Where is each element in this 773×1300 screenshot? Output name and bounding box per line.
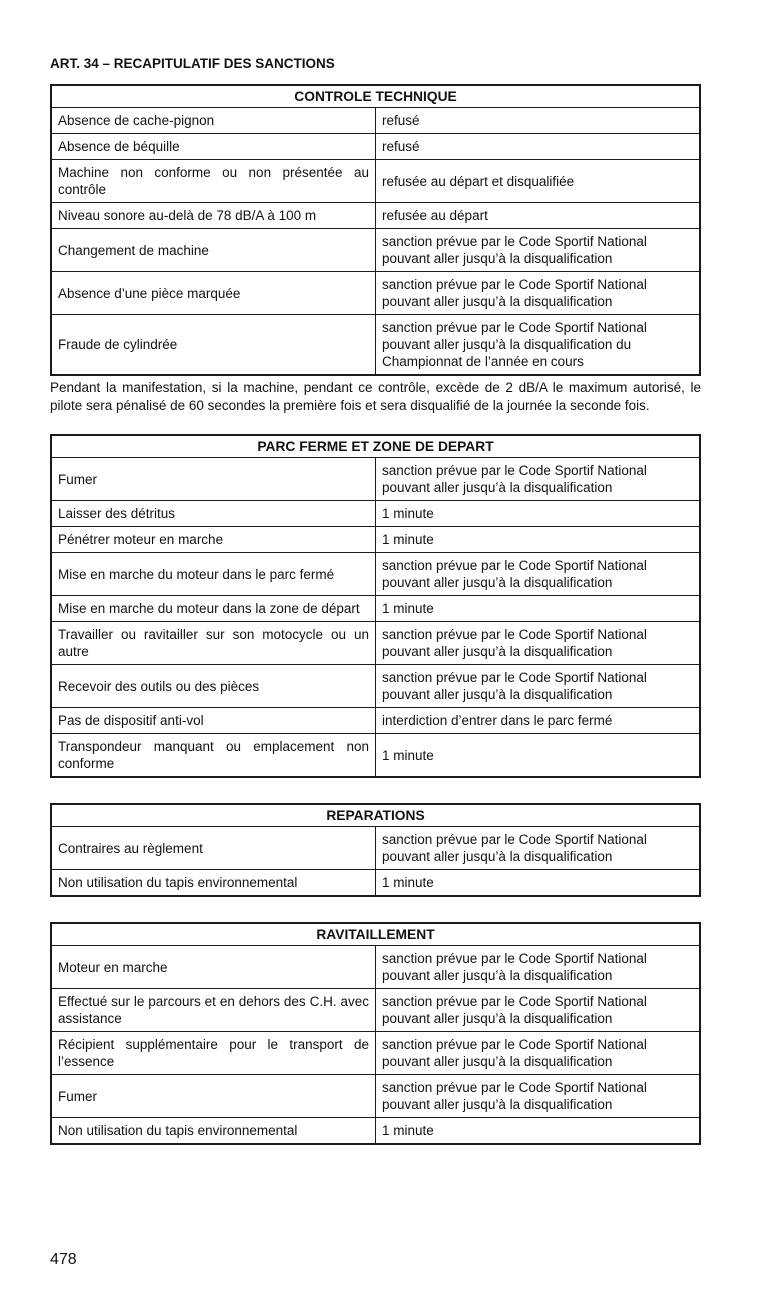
sanction-cell: sanction prévue par le Code Sportif National pouvant aller jusqu’à la disqualification [376, 1032, 701, 1075]
sanction-cell: interdiction d’entrer dans le parc fermé [376, 708, 701, 734]
table-row [51, 596, 700, 622]
sanction-cell: sanction prévue par le Code Sportif National pouvant aller jusqu’à la disqualification [376, 458, 701, 501]
infraction-cell: Fraude de cylindrée [51, 315, 376, 376]
table-row [51, 665, 700, 708]
infraction-cell: Fumer [51, 458, 376, 501]
sanction-cell: 1 minute [376, 596, 701, 622]
sanction-cell: 1 minute [376, 501, 701, 527]
sanction-cell: sanction prévue par le Code Sportif National pouvant aller jusqu’à la disqualification [376, 622, 701, 665]
table-row [51, 553, 700, 596]
table-title: RAVITAILLEMENT [51, 923, 700, 946]
table-header-row [51, 85, 700, 108]
table-row [51, 527, 700, 553]
sanction-cell: refusée au départ et disqualifiée [376, 160, 701, 203]
sanction-cell: sanction prévue par le Code Sportif National pouvant aller jusqu’à la disqualification [376, 989, 701, 1032]
table-title: PARC FERME ET ZONE DE DEPART [51, 435, 700, 458]
infraction-cell: Transpondeur manquant ou emplacement non conforme [51, 734, 376, 778]
sanction-cell: sanction prévue par le Code Sportif National pouvant aller jusqu’à la disqualification [376, 827, 701, 870]
sanction-cell: refusée au départ [376, 203, 701, 229]
infraction-cell: Absence de béquille [51, 134, 376, 160]
table-row [51, 1075, 700, 1118]
sanction-cell: sanction prévue par le Code Sportif National pouvant aller jusqu’à la disqualification [376, 946, 701, 989]
infraction-cell: Machine non conforme ou non présentée au contrôle [51, 160, 376, 203]
sanction-cell: sanction prévue par le Code Sportif National pouvant aller jusqu’à la disqualification [376, 1075, 701, 1118]
sanction-cell: sanction prévue par le Code Sportif National pouvant aller jusqu’à la disqualification [376, 272, 701, 315]
table-row [51, 134, 700, 160]
infraction-cell: Récipient supplémentaire pour le transport de l’essence [51, 1032, 376, 1075]
table-row [51, 108, 700, 134]
infraction-cell: Non utilisation du tapis environnemental [51, 1118, 376, 1145]
infraction-cell: Travailler ou ravitailler sur son motocycle ou un autre [51, 622, 376, 665]
infraction-cell: Pénétrer moteur en marche [51, 527, 376, 553]
infraction-cell: Recevoir des outils ou des pièces [51, 665, 376, 708]
infraction-cell: Pas de dispositif anti-vol [51, 708, 376, 734]
table-row [51, 989, 700, 1032]
table-row [51, 272, 700, 315]
infraction-cell: Absence d’une pièce marquée [51, 272, 376, 315]
table-title: REPARATIONS [51, 804, 700, 827]
infraction-cell: Non utilisation du tapis environnemental [51, 870, 376, 897]
table-row [51, 1032, 700, 1075]
note-paragraph: Pendant la manifestation, si la machine, pendant ce contrôle, excède de 2 dB/A le maximum autorisé, le pilote sera pénalisé de 60 secondes la première fois et sera disqualifié de la journée la seconde fois. [50, 380, 701, 413]
table-row [51, 827, 700, 870]
infraction-cell: Contraires au règlement [51, 827, 376, 870]
infraction-cell: Niveau sonore au-delà de 78 dB/A à 100 m [51, 203, 376, 229]
table-row [51, 229, 700, 272]
sanctions-table [50, 922, 701, 1145]
sanction-cell: sanction prévue par le Code Sportif National pouvant aller jusqu’à la disqualification [376, 553, 701, 596]
infraction-cell: Changement de machine [51, 229, 376, 272]
sanction-cell: sanction prévue par le Code Sportif National pouvant aller jusqu’à la disqualification [376, 665, 701, 708]
document-page [50, 56, 701, 1170]
sanctions-table [50, 803, 701, 897]
sanction-cell: 1 minute [376, 527, 701, 553]
sanction-cell: 1 minute [376, 870, 701, 897]
content-flow [50, 84, 701, 1145]
infraction-cell: Mise en marche du moteur dans le parc fermé [51, 553, 376, 596]
table-row [51, 160, 700, 203]
table-row [51, 622, 700, 665]
page-number: 478 [50, 1251, 77, 1268]
article-title: ART. 34 – RECAPITULATIF DES SANCTIONS [50, 56, 335, 71]
infraction-cell: Effectué sur le parcours et en dehors des C.H. avec assistance [51, 989, 376, 1032]
table-row [51, 1118, 700, 1145]
table-row [51, 315, 700, 376]
table-row [51, 870, 700, 897]
sanctions-table [50, 84, 701, 376]
table-row [51, 203, 700, 229]
table-row [51, 734, 700, 778]
infraction-cell: Laisser des détritus [51, 501, 376, 527]
infraction-cell: Mise en marche du moteur dans la zone de départ [51, 596, 376, 622]
table-header-row [51, 804, 700, 827]
sanction-cell: 1 minute [376, 1118, 701, 1145]
table-header-row [51, 435, 700, 458]
sanction-cell: sanction prévue par le Code Sportif National pouvant aller jusqu’à la disqualification [376, 229, 701, 272]
table-title: CONTROLE TECHNIQUE [51, 85, 700, 108]
infraction-cell: Absence de cache-pignon [51, 108, 376, 134]
table-row [51, 946, 700, 989]
sanction-cell: 1 minute [376, 734, 701, 778]
table-row [51, 501, 700, 527]
infraction-cell: Fumer [51, 1075, 376, 1118]
sanction-cell: refusé [376, 134, 701, 160]
table-row [51, 708, 700, 734]
sanction-cell: sanction prévue par le Code Sportif National pouvant aller jusqu’à la disqualification du Championnat de l’année en cours [376, 315, 701, 376]
sanctions-table [50, 434, 701, 778]
table-row [51, 458, 700, 501]
table-header-row [51, 923, 700, 946]
infraction-cell: Moteur en marche [51, 946, 376, 989]
sanction-cell: refusé [376, 108, 701, 134]
